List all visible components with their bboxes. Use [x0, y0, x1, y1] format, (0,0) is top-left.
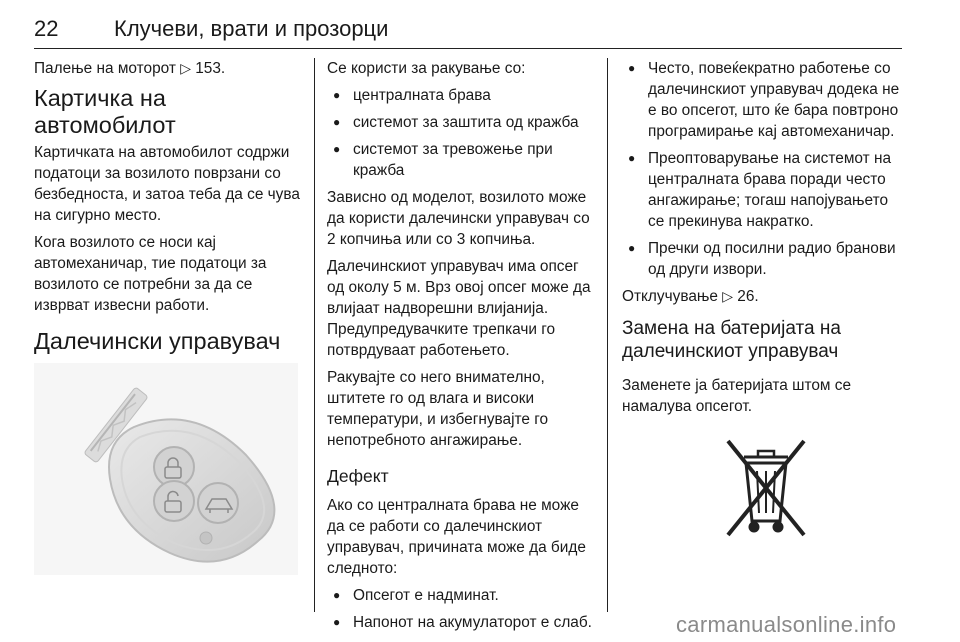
list-item: ● Пречки од посилни радио бранови од други извори. [622, 238, 902, 280]
list-item: ● Напонот на акумулаторот е слаб. [327, 612, 599, 633]
list-item: ● Често, повеќекратно работење со далечинскиот управувач додека не е во опсегот, што ќе бара повтроно програмирање кај автомеханичар. [622, 58, 902, 142]
page-number: 22 [34, 16, 59, 41]
key-fob-icon [34, 363, 298, 575]
fault-paragraph: Ако со централната брава не може да се работи со далечинскиот управувач, причината може да биде следното: [327, 497, 586, 577]
fault-list [327, 585, 599, 633]
used-for-intro: Се користи за ракување со: [327, 60, 526, 77]
list-item: ● системот за тревожење при кражба [327, 139, 599, 181]
column-left [34, 58, 300, 575]
ignition-text: Палење на моторот [34, 60, 176, 77]
column-right [622, 58, 902, 543]
column-middle [327, 58, 599, 639]
used-for-list [327, 85, 599, 181]
battery-heading: Замена на батеријата на далечинскиот управувач [622, 318, 841, 362]
column-divider-right [607, 58, 608, 612]
fault-heading: Дефект [327, 466, 389, 486]
list-item: ● системот за заштита од кражба [327, 112, 599, 133]
model-paragraph: Зависно од моделот, возилото може да користи далечински управувач со 2 копчиња или со 3 копчиња. [327, 189, 590, 248]
watermark: carmanualsonline.info [676, 612, 897, 637]
disposal-symbol [718, 435, 814, 543]
chapter-title: Клучеви, врати и прозорци [114, 16, 389, 41]
list-item: ● Опсегот е надминат. [327, 585, 599, 606]
page-ref-icon: ▷ [180, 60, 191, 76]
card-paragraph-1: Картичката на автомобилот содржи податоци за возилото поврзани со безбедноста, и затоа теба да се чува на сигурно место. [34, 144, 300, 224]
crossed-bin-icon [718, 435, 814, 543]
page-ref-icon: ▷ [722, 288, 734, 304]
list-item: ● Преоптоварување на системот на централната брава поради често ангажирање; тогаш напојувањето се прекинува накратко. [622, 148, 902, 232]
list-item: ● централната брава [327, 85, 599, 106]
care-paragraph: Ракувајте со него внимателно, штитете го од влага и високи температури, и избегнувајте го непотребното ангажирање. [327, 369, 549, 449]
card-paragraph-2: Кога возилото се носи кај автомеханичар, тие податоци за возилото се потребни за да се изврват извесни работи. [34, 234, 267, 314]
column-divider-left [314, 58, 315, 612]
range-paragraph: Далечинскиот управувач има опсег од околу 5 м. Врз овој опсег може да влијаат надворешни влијанија. Предупредувачките трепкачи го потврдуваат работењето. [327, 258, 591, 359]
card-heading: Картичка на автомобилот [34, 85, 176, 138]
unlock-reference[interactable] [622, 286, 902, 307]
ignition-reference[interactable] [34, 58, 300, 79]
unlock-text: Отклучување [622, 288, 718, 305]
ignition-ref-page[interactable]: 153. [195, 60, 226, 77]
remote-key-illustration [34, 363, 298, 575]
page-header [34, 14, 902, 49]
fault-list-continued [622, 58, 902, 280]
unlock-ref-page[interactable]: 26. [737, 288, 759, 305]
battery-paragraph: Заменете ја батеријата штом се намалува опсегот. [622, 377, 852, 415]
remote-heading: Далечински управувач [34, 328, 281, 354]
